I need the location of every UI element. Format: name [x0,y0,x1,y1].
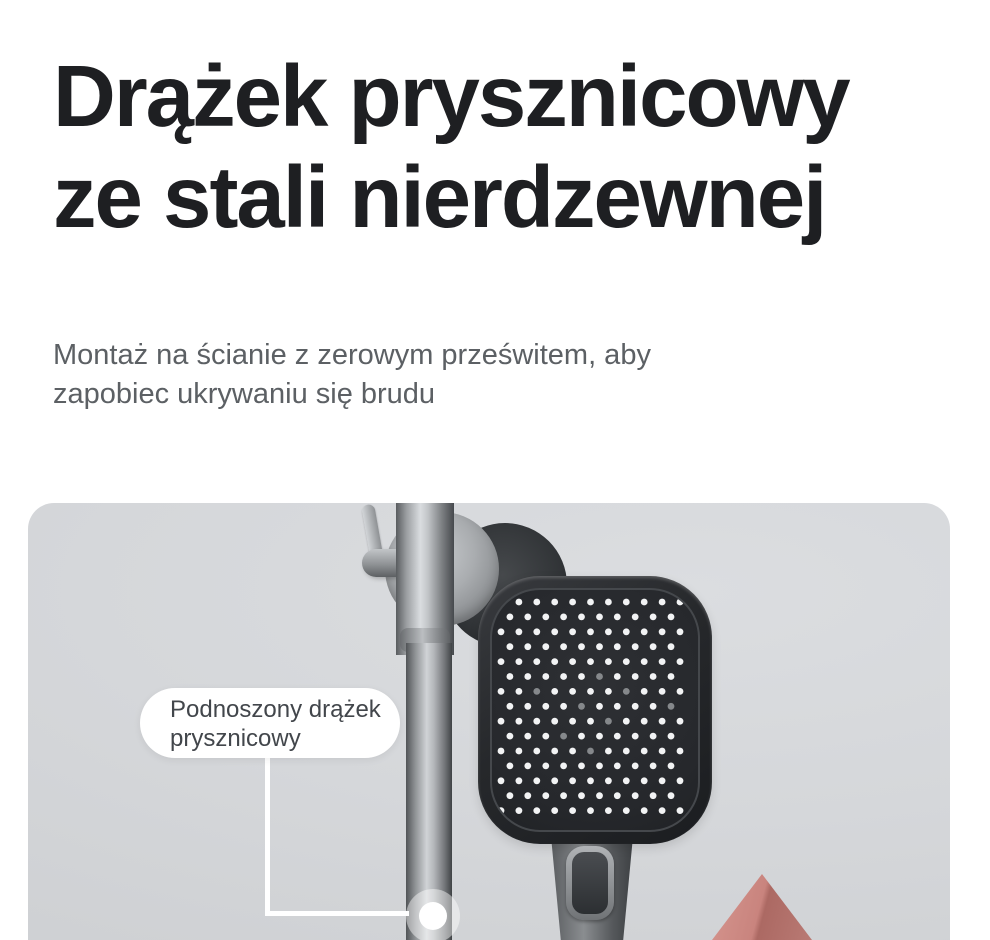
decor-cone [712,874,812,940]
page-title-line-2: ze stali nierdzewnej [53,149,826,246]
page-title [53,46,849,248]
callout-bubble [140,688,400,758]
shower-mode-button [566,846,614,920]
callout-connector-horizontal [265,911,409,916]
nozzle-dots-icon [496,597,693,821]
shower-head [478,576,712,844]
page-subtitle-line-2: zapobiec ukrywaniu się brudu [53,378,436,410]
callout-label-line-1: Podnoszony drążek [170,696,381,723]
page-subtitle-line-1: Montaż na ścianie z zerowym prześwitem, aby [53,339,651,371]
callout-marker [406,889,460,940]
shower-head-face [490,588,700,832]
page-title-line-1: Drążek prysznicowy [53,48,849,145]
page-subtitle [53,336,651,414]
callout-connector-vertical [265,756,270,916]
callout-marker-dot [419,902,447,930]
product-image [28,503,950,940]
callout-label-line-2: prysznicowy [170,725,301,752]
